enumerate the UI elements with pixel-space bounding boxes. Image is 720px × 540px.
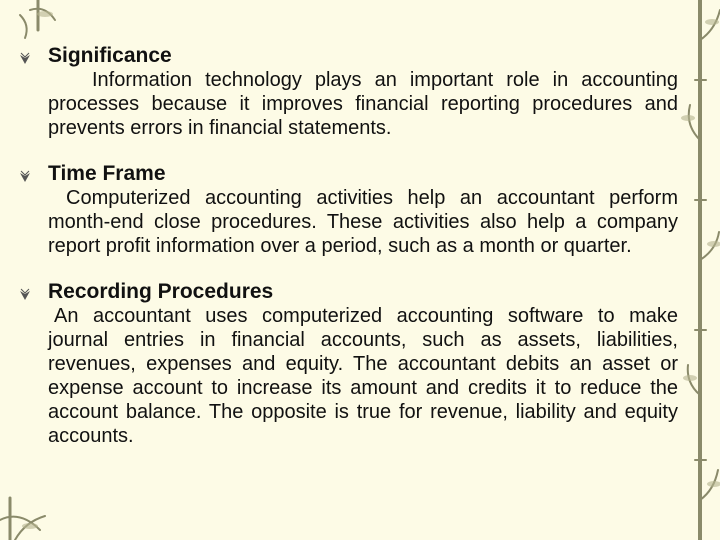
diamond-arrow-bullet-icon [18, 170, 32, 184]
list-item [18, 44, 678, 140]
item-body: Computerized accounting activities help an accountant perform month-end close procedures. These activities also help a company report profit information over a period, such as a month or quarter. [48, 187, 678, 257]
item-body: An accountant uses computerized accounting software to make journal entries in financial accounts, such as assets, liabilities, revenues, expenses and equity. The accountant debits an asset or expense account to increase its amount and credits it to reduce the account balance. The opposite is true for revenue, liability and equity accounts. [48, 305, 678, 447]
bullet-list [18, 44, 678, 470]
list-item [18, 280, 678, 448]
item-heading: Significance [48, 44, 172, 67]
item-heading: Recording Procedures [48, 280, 274, 303]
item-body: Information technology plays an important role in accounting processes because it improves financial reporting procedures and prevents errors in financial statements. [48, 69, 678, 139]
diamond-arrow-bullet-icon [18, 52, 32, 66]
diamond-arrow-bullet-icon [18, 288, 32, 302]
item-heading: Time Frame [48, 162, 166, 185]
list-item [18, 162, 678, 258]
